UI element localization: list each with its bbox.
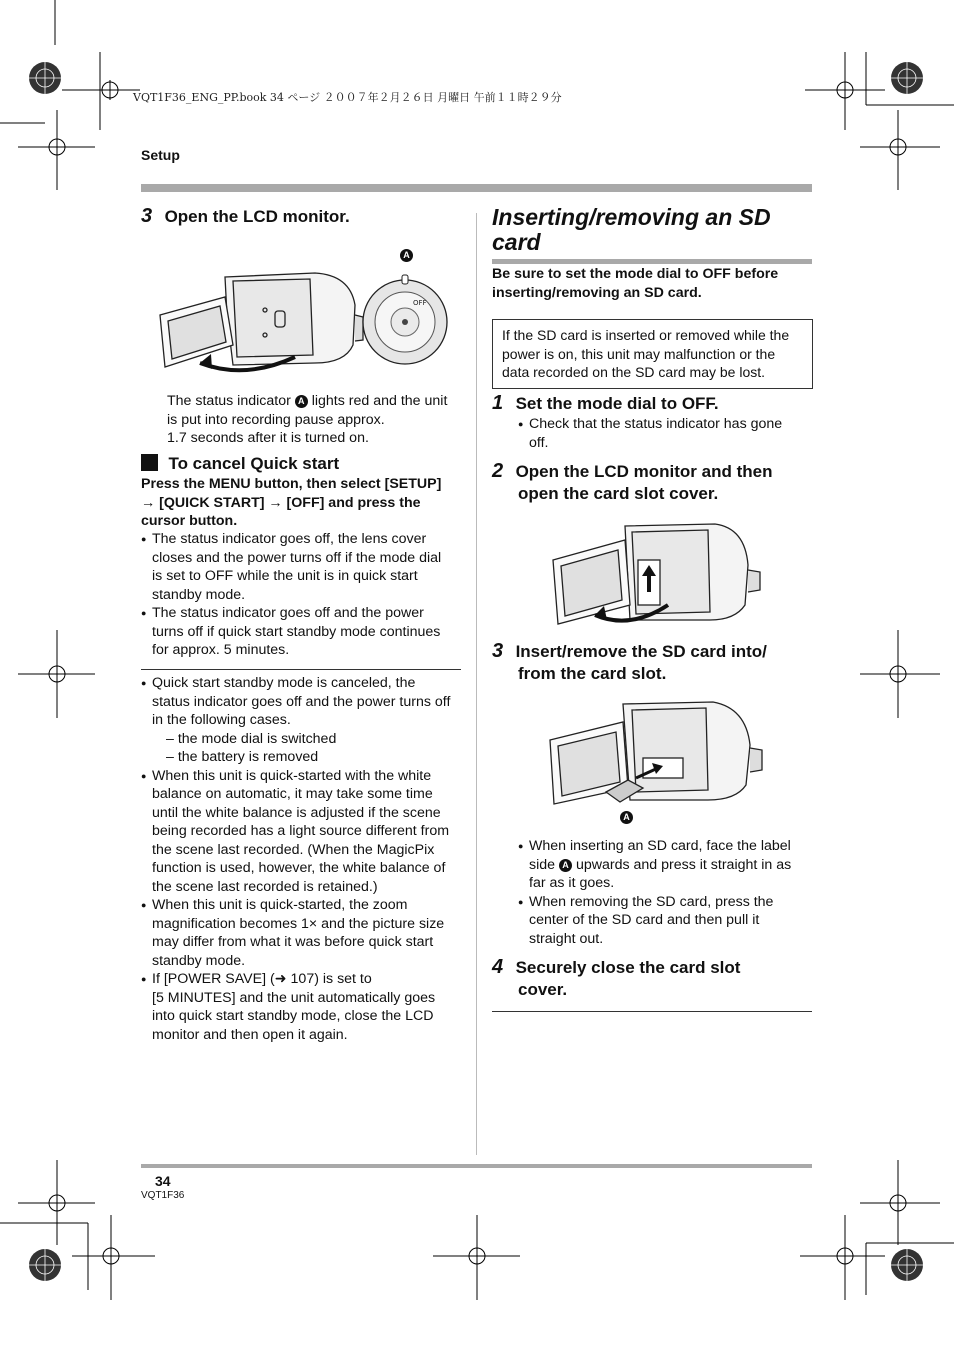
label-side-marker: A: [559, 859, 572, 872]
status-marker: A: [295, 395, 308, 408]
end-rule: [492, 1011, 812, 1012]
book-file-line: VQT1F36_ENG_PP.book 34 ページ ２００７年２月２６日 月曜日 午前１１時２９分: [133, 91, 562, 104]
step-text: Open the LCD monitor.: [164, 207, 350, 226]
status-indicator-description: The status indicator A lights red and the unit is put into recording pause approx. 1.7 seconds after it is turned on.: [167, 393, 448, 446]
list-item: ● When inserting an SD card, face the label side A upwards and press it straight in as far as it goes.: [518, 837, 813, 893]
camera-lcd-open-illustration: [155, 245, 455, 385]
cancel-instructions: Press the MENU button, then select [SETUP] → [QUICK START] → [OFF] and press the cursor button.: [141, 476, 442, 529]
step-text: Set the mode dial to OFF.: [515, 394, 719, 413]
notes-rule: [141, 669, 461, 670]
step-number: 3: [492, 640, 504, 662]
step-number: 4: [492, 956, 504, 978]
list-item: ● If [POWER SAVE] (➜ 107) is set to [5 MINUTES] and the unit automatically goes into quick start standby mode, close the LCD monitor and then open it again.: [141, 970, 471, 1044]
step-3: [492, 640, 767, 663]
step-number: 3: [141, 205, 153, 227]
document-code: VQT1F36: [141, 1190, 185, 1201]
square-bullet-icon: [141, 454, 158, 471]
intro-warning: Be sure to set the mode dial to OFF before inserting/removing an SD card.: [492, 266, 779, 301]
list-item: ● Quick start standby mode is canceled, the status indicator goes off and the power turns off in the following cases. – the mode dial is switched – the battery is removed: [141, 674, 471, 767]
page-title: Inserting/removing an SD card: [492, 204, 771, 255]
sd-card-label-marker: A: [620, 811, 633, 824]
cancel-quick-start-heading: To cancel Quick start: [141, 453, 339, 475]
section-title: Setup: [141, 147, 180, 163]
list-item: ● When this unit is quick-started, the zoom magnification becomes 1× and the picture size may differ from what it was before quick start standby mode.: [141, 896, 471, 970]
cancel-bullets: [141, 530, 471, 660]
step-1-bullet: ● Check that the status indicator has gone off.: [518, 415, 813, 452]
column-divider: [476, 213, 477, 1155]
step-text: Insert/remove the SD card into/: [515, 642, 767, 661]
step-2: [492, 460, 772, 483]
list-item: ● When this unit is quick-started with the white balance on automatic, it may take some time until the white balance is adjusted if the scene being recorded has a light source different from the scene last recorded. (When the MagicPix function is used, however, the white balance of the scene last recorded is retained.): [141, 767, 471, 897]
step-text: Open the LCD monitor and then: [515, 462, 773, 481]
step-number: 1: [492, 392, 504, 414]
status-indicator-label: A: [400, 249, 413, 262]
header-rule: [141, 184, 812, 192]
card-slot-cover-illustration: [550, 520, 765, 625]
step-text-line2: from the card slot.: [518, 664, 667, 683]
step-number: 2: [492, 460, 504, 482]
step-text: Securely close the card slot: [515, 958, 741, 977]
notes-list: [141, 674, 471, 1044]
step-3-open-lcd: [141, 205, 350, 228]
step-4: [492, 956, 740, 979]
step-text-line2: cover.: [518, 980, 568, 999]
title-rule: [492, 259, 812, 264]
step-text-line2: open the card slot cover.: [518, 484, 719, 503]
caution-box: If the SD card is inserted or removed while the power is on, this unit may malfunction or the data recorded on the SD card may be lost.: [492, 319, 813, 389]
insert-bullets: [518, 837, 813, 948]
page-number: 34: [155, 1173, 171, 1189]
footer-rule: [141, 1164, 812, 1168]
svg-text:OFF: OFF: [413, 299, 427, 307]
list-item: ● The status indicator goes off, the lens cover closes and the power turns off if the mode dial is set to OFF while the unit is in quick start standby mode.: [141, 530, 471, 604]
step-1: [492, 392, 719, 415]
list-item: ● The status indicator goes off and the power turns off if quick start standby mode continues for approx. 5 minutes.: [141, 604, 471, 660]
list-item: ● When removing the SD card, press the center of the SD card and then pull it straight out.: [518, 893, 813, 949]
sd-card-insertion-illustration: [548, 700, 763, 810]
